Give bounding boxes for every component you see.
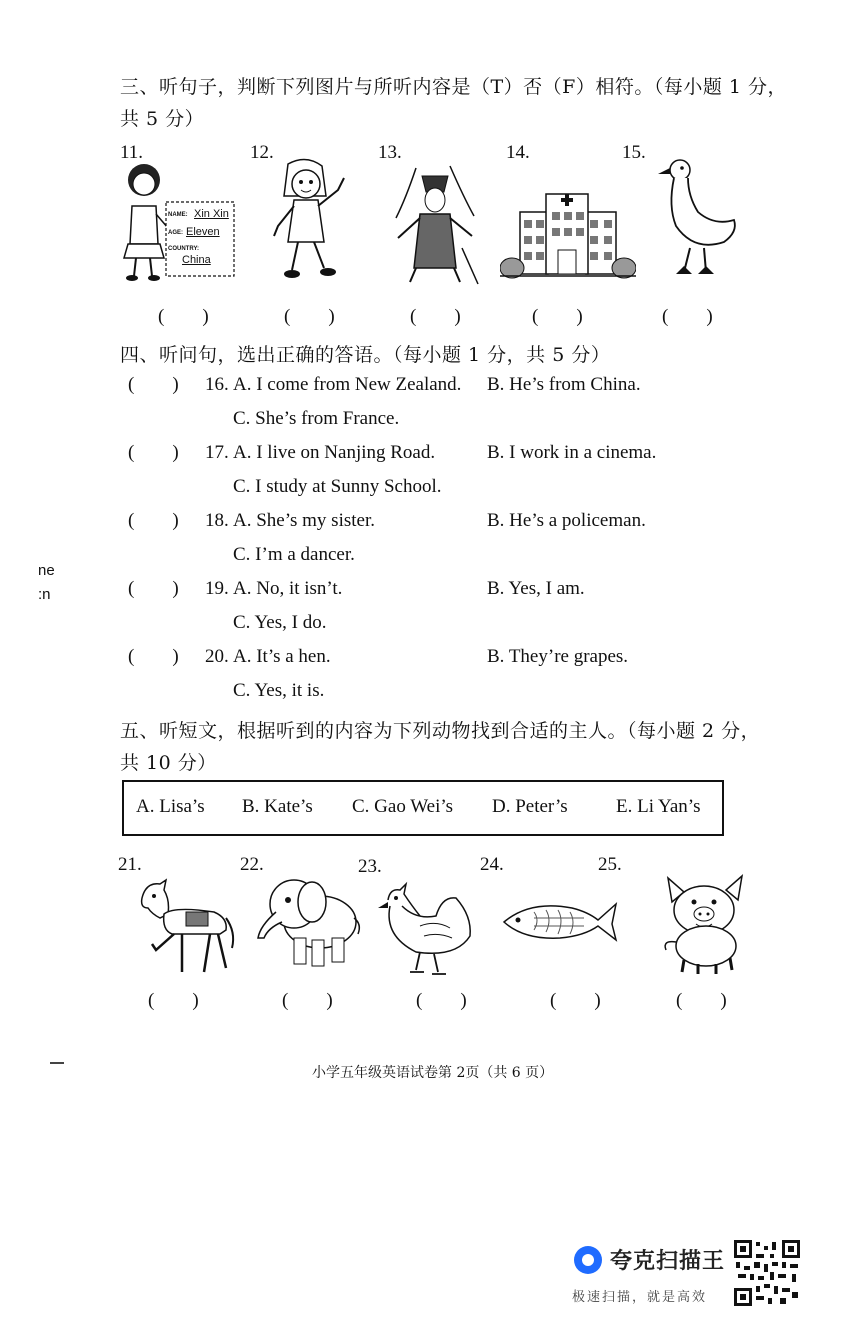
option-17c: C. I study at Sunny School. <box>233 476 442 497</box>
answer-blank-15[interactable]: ( ) <box>662 306 713 327</box>
owner-options-box <box>122 780 724 836</box>
option-17b: B. I work in a cinema. <box>487 442 657 463</box>
item-number-23: 23. <box>358 856 382 877</box>
owner-option-b: B. Kate’s <box>242 796 313 817</box>
answer-blank-16[interactable]: ( ) <box>128 374 179 395</box>
item-number-24: 24. <box>480 854 504 875</box>
item-number-12: 12. <box>250 142 274 163</box>
answer-blank-23[interactable]: ( ) <box>416 990 467 1011</box>
answer-blank-14[interactable]: ( ) <box>532 306 583 327</box>
card-country-value: China <box>182 254 211 266</box>
section3-title-cont: 共 5 分） <box>120 108 205 130</box>
option-20b: B. They’re grapes. <box>487 646 629 667</box>
section5-title: 五、听短文，根据听到的内容为下列动物找到合适的主人。（每小题 2 分， <box>120 720 761 742</box>
question-number-16: 16. <box>205 374 229 395</box>
option-16a: A. I come from New Zealand. <box>233 374 462 395</box>
beijing-opera-picture <box>386 158 484 286</box>
goose-picture <box>654 156 740 284</box>
girl-with-id-card-picture <box>118 158 236 284</box>
item-number-13: 13. <box>378 142 402 163</box>
horse-picture <box>134 878 238 978</box>
answer-blank-22[interactable]: ( ) <box>282 990 333 1011</box>
item-number-14: 14. <box>506 142 530 163</box>
question-number-19: 19. <box>205 578 229 599</box>
owner-option-d: D. Peter’s <box>492 796 568 817</box>
watermark-slogan: 极速扫描，就是高效 <box>572 1290 708 1305</box>
option-18a: A. She’s my sister. <box>233 510 375 531</box>
owner-option-e: E. Li Yan’s <box>616 796 701 817</box>
card-name-value: Xin Xin <box>194 208 229 220</box>
answer-blank-19[interactable]: ( ) <box>128 578 179 599</box>
margin-fragment-2: :n <box>38 586 51 603</box>
answer-blank-18[interactable]: ( ) <box>128 510 179 531</box>
waving-girl-picture <box>266 156 352 284</box>
owner-option-c: C. Gao Wei’s <box>352 796 454 817</box>
section4-title: 四、听问句，选出正确的答语。（每小题 1 分，共 5 分） <box>120 344 611 366</box>
option-17a: A. I live on Nanjing Road. <box>233 442 436 463</box>
card-age-value: Eleven <box>186 226 220 238</box>
option-19a: A. No, it isn’t. <box>233 578 343 599</box>
option-20a: A. It’s a hen. <box>233 646 331 667</box>
question-number-18: 18. <box>205 510 229 531</box>
item-number-11: 11. <box>120 142 144 163</box>
item-number-22: 22. <box>240 854 264 875</box>
answer-blank-17[interactable]: ( ) <box>128 442 179 463</box>
option-16c: C. She’s from France. <box>233 408 400 429</box>
margin-mark <box>50 1062 64 1064</box>
card-age-label: AGE: <box>168 230 183 236</box>
item-number-25: 25. <box>598 854 622 875</box>
option-20c: C. Yes, it is. <box>233 680 325 701</box>
margin-fragment-1: ne <box>38 562 55 579</box>
owner-option-a: A. Lisa’s <box>136 796 205 817</box>
card-name-label: NAME: <box>168 212 188 218</box>
option-18b: B. He’s a policeman. <box>487 510 646 531</box>
hospital-picture <box>500 190 636 286</box>
option-19b: B. Yes, I am. <box>487 578 585 599</box>
item-number-15: 15. <box>622 142 646 163</box>
qr-code-icon <box>734 1240 800 1306</box>
answer-blank-12[interactable]: ( ) <box>284 306 335 327</box>
question-number-17: 17. <box>205 442 229 463</box>
watermark-brand-name: 夸克扫描王 <box>610 1249 726 1274</box>
hen-picture <box>376 876 480 976</box>
scanner-logo-icon <box>574 1246 602 1274</box>
answer-blank-20[interactable]: ( ) <box>128 646 179 667</box>
option-19c: C. Yes, I do. <box>233 612 327 633</box>
answer-blank-25[interactable]: ( ) <box>676 990 727 1011</box>
fish-picture <box>500 896 618 946</box>
option-18c: C. I’m a dancer. <box>233 544 355 565</box>
option-16b: B. He’s from China. <box>487 374 641 395</box>
answer-blank-24[interactable]: ( ) <box>550 990 601 1011</box>
section5-title-cont: 共 10 分） <box>120 752 217 774</box>
question-number-20: 20. <box>205 646 229 667</box>
pig-picture <box>654 868 756 976</box>
item-number-21: 21. <box>118 854 142 875</box>
answer-blank-21[interactable]: ( ) <box>148 990 199 1011</box>
section3-title: 三、听句子，判断下列图片与所听内容是（T）否（F）相符。（每小题 1 分， <box>120 76 788 98</box>
answer-blank-11[interactable]: ( ) <box>158 306 209 327</box>
page-footer: 小学五年级英语试卷第 2页（共 6 页） <box>312 1065 554 1081</box>
elephant-picture <box>254 872 364 972</box>
card-country-label: COUNTRY: <box>168 246 199 252</box>
answer-blank-13[interactable]: ( ) <box>410 306 461 327</box>
